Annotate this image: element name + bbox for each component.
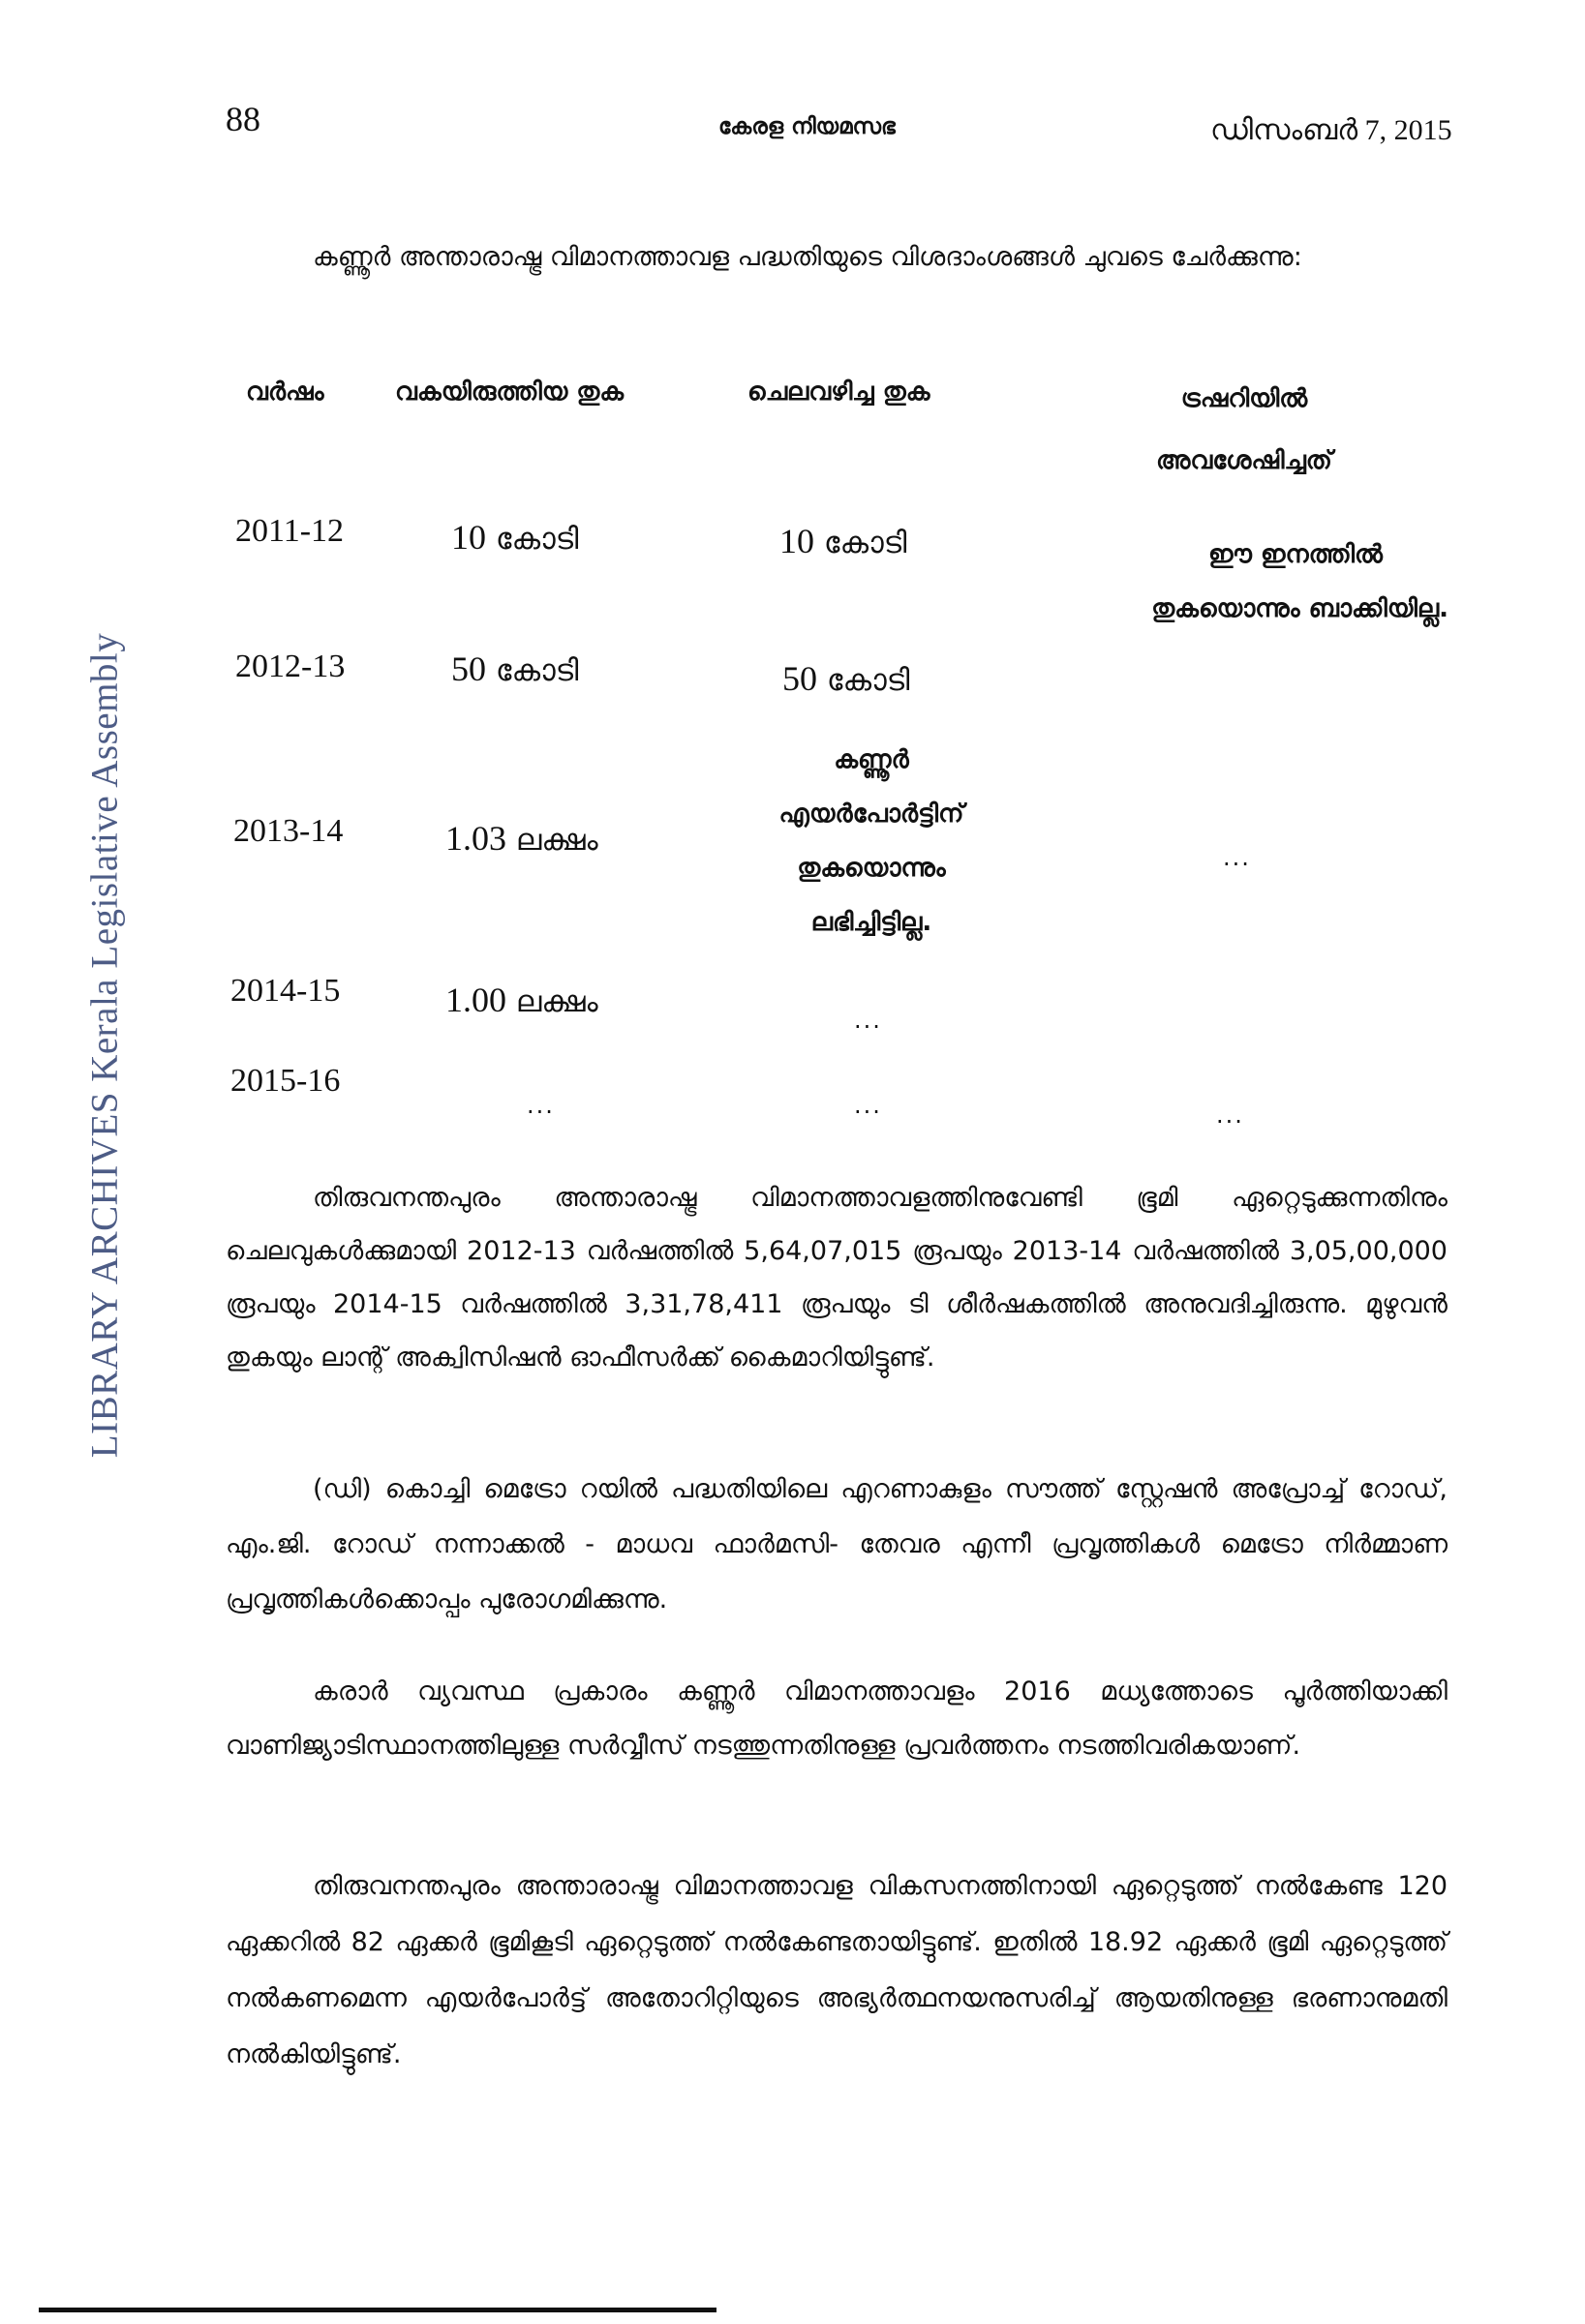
archive-watermark: LIBRARY ARCHIVES Kerala Legislative Assembly [83,632,126,1459]
row-spent-note [716,733,1026,950]
row-allocated [451,649,578,689]
row-spent-note-line4: ലഭിച്ചിട്ടില്ല. [810,908,932,937]
paragraph-trivandrum-expansion: തിരുവനന്തപുരം അന്താരാഷ്ട്ര വിമാനത്താവള വികസനത്തിനായി ഏറ്റെടുത്ത് നൽകേണ്ട 120 ഏക്കറിൽ 82 ഏക്കർ ഭൂമികൂടി ഏറ്റെടുത്ത് നൽകേണ്ടതായിട്ടുണ്ട്. ഇതിൽ 18.92 ഏക്കർ ഭൂമി ഏറ്റെടുത്ത് നൽകണമെന്ന എയർപോർട്ട് അതോറിറ്റിയുടെ അഭ്യർത്ഥനയനുസരിച്ച് ആയതിനുള്ള ഭരണാനുമതി നൽകിയിട്ടുണ്ട്. [226,1871,1448,2069]
paragraph-land-acquisition: തിരുവനന്തപുരം അന്താരാഷ്ട്ര വിമാനത്താവളത്തിനുവേണ്ടി ഭൂമി ഏറ്റെടുക്കുന്നതിനും ചെലവുകൾക്കുമായി 2012-13 വർഷത്തിൽ 5,64,07,015 രൂപയും 2013-14 വർഷത്തിൽ 3,05,00,000 രൂപയും 2014-15 വർഷത്തിൽ 3,31,78,411 രൂപയും ടി ശീർഷകത്തിൽ അനുവദിച്ചിരുന്നു. മുഴുവൻ തുകയും ലാന്റ് അക്വിസിഷൻ ഓഫീസർക്ക് കൈമാറിയിട്ടുണ്ട്. [226,1183,1448,1373]
row-allocated [445,980,598,1020]
page-number: 88 [226,100,260,138]
row-year: 2013-14 [233,813,344,849]
running-header-date: ഡിസംബർ 7, 2015 [1210,114,1452,146]
row-spent [779,521,906,561]
row-spent-value: 50 [782,659,817,698]
table-header-treasury-line1: ട്രഷറിയിൽ [1180,384,1308,413]
row-allocated-unit: ലക്ഷം [515,984,598,1019]
row-allocated-unit: കോടി [495,653,579,688]
row-year: 2014-15 [230,973,341,1009]
row-allocated-unit: കോടി [495,522,579,557]
row-remark: ... [1216,1102,1244,1129]
row-spent-note-line3: തുകയൊന്നും [797,854,946,883]
row-allocated [445,818,598,859]
bottom-rule [39,2308,716,2312]
table-header-treasury-line2: അവശേഷിച്ചത് [1156,446,1332,475]
row-year: 2015-16 [230,1063,341,1099]
row-remark-line1: ഈ ഇനത്തിൽ [1208,540,1383,569]
row-allocated-value: 10 [451,518,486,557]
row-spent-note-line1: കണ്ണൂർ [834,745,909,774]
row-allocated-value: 50 [451,649,486,688]
row-allocated-unit: ലക്ഷം [515,823,598,858]
row-spent [782,658,909,699]
row-allocated [451,517,578,558]
row-spent-note-line2: എയർപോർട്ടിന് [778,800,964,829]
row-allocated-value: 1.00 [445,981,506,1019]
row-allocated-value: 1.03 [445,819,506,858]
row-spent-unit: കോടി [826,663,910,698]
table-header-treasury [1084,368,1404,492]
paragraph-kannur-airport: കരാർ വ്യവസ്ഥ പ്രകാരം കണ്ണൂർ വിമാനത്താവളം 2016 മധ്യത്തോടെ പൂർത്തിയാക്കി വാണിജ്യാടിസ്ഥാനത്തിലുള്ള സർവ്വീസ് നടത്തുന്നതിനുള്ള പ്രവർത്തനം നടത്തിവരികയാണ്. [226,1676,1448,1761]
table-header-allocated: വകയിരുത്തിയ തുക [395,377,625,407]
table-header-year: വർഷം [246,377,324,407]
row-year: 2012-13 [235,649,346,684]
row-remark: ... [1223,844,1251,871]
intro-paragraph: കണ്ണൂർ അന്താരാഷ്ട്ര വിമാനത്താവള പദ്ധതിയുടെ വിശദാംശങ്ങൾ ചുവടെ ചേർക്കുന്നു: [313,242,1302,272]
row-spent: ... [854,1007,882,1034]
table-header-spent: ചെലവഴിച്ച തുക [747,377,930,407]
running-header-title: കേരള നിയമസഭ [718,114,896,139]
row-spent-unit: കോടി [823,526,907,560]
paragraph-kochi-metro: (ഡി) കൊച്ചി മെട്രോ റയിൽ പദ്ധതിയിലെ എറണാകുളം സൗത്ത് സ്റ്റേഷൻ അപ്രോച്ച് റോഡ്, എം.ജി. റോഡ് നന്നാക്കൽ - മാധവ ഫാർമസി- തേവര എന്നീ പ്രവൃത്തികൾ മെട്രോ നിർമ്മാണ പ്രവൃത്തികൾക്കൊപ്പം പുരോഗമിക്കുന്നു. [226,1474,1448,1615]
row-spent-value: 10 [779,522,814,560]
row-remark [1003,528,1448,636]
row-year: 2011-12 [235,513,345,549]
row-remark-line2: തുകയൊന്നും ബാക്കിയില്ല. [1151,594,1448,623]
row-allocated: ... [527,1092,555,1119]
row-spent: ... [854,1092,882,1119]
